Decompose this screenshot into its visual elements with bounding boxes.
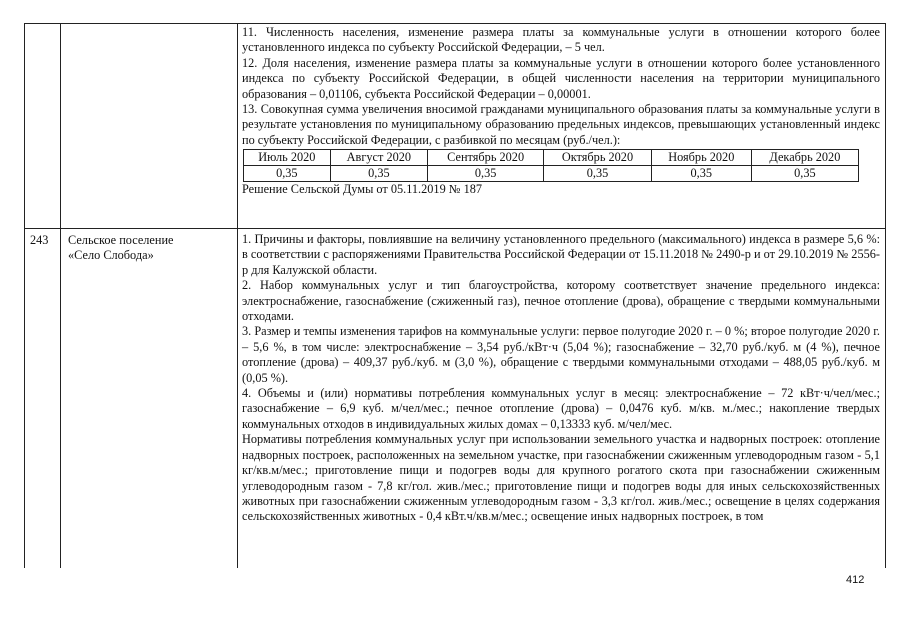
month-value: 0,35 xyxy=(751,166,858,182)
table-border-left xyxy=(24,23,25,568)
month-value: 0,35 xyxy=(651,166,751,182)
month-header: Октябрь 2020 xyxy=(544,150,652,166)
month-value: 0,35 xyxy=(330,166,427,182)
paragraph-13: 13. Совокупная сумма увеличения вносимой гражданами муниципального образования платы за коммунальные услуги в результате установления по муниципальному образованию предельных индексов, превышающих установленный индекс по субъекту Российской Федерации, с разбивкой по месяцам (руб./чел.): xyxy=(242,102,880,147)
row-divider xyxy=(24,228,886,229)
month-value: 0,35 xyxy=(428,166,544,182)
table-row xyxy=(244,166,859,182)
paragraph-2: 2. Набор коммунальных услуг и тип благоустройства, которому соответствует значение предельного индекса: электроснабжение, газоснабжение (сжиженный газ), печное отопление (дрова), обращение с твердыми коммунальными отходами. xyxy=(242,278,880,324)
month-header: Июль 2020 xyxy=(244,150,331,166)
table-row xyxy=(244,150,859,166)
settlement-name xyxy=(68,233,218,264)
month-value: 0,35 xyxy=(544,166,652,182)
top-row-content xyxy=(242,25,880,198)
month-value: 0,35 xyxy=(244,166,331,182)
month-header: Сентябрь 2020 xyxy=(428,150,544,166)
page-number: 412 xyxy=(846,574,865,586)
paragraph-12: 12. Доля населения, изменение размера платы за коммунальные услуги в отношении которого более установленного индекса по субъекту Российской Федерации, в общей численности населения на территории муниципального образования – 0,01106, субъекта Российской Федерации – 0,00001. xyxy=(242,55,880,101)
row-243-content xyxy=(242,232,880,525)
paragraph-1: 1. Причины и факторы, повлиявшие на величину установленного предельного (максимального) индекса в размере 5,6 %: в соответствии с распоряжениями Правительства Российской Федерации от 15.11.2018 № 2490-р и от 29.10.2019 № 2556-р для Калужской области. xyxy=(242,232,880,277)
settlement-type: Сельское поселение xyxy=(68,233,174,247)
month-header: Ноябрь 2020 xyxy=(651,150,751,166)
paragraph-norms: Нормативы потребления коммунальных услуг при использовании земельного участка и надворных построек: отопление надворных построек, расположенных на земельном участке, при газоснабжении сжиженным углеводородным газом - 5,1 кг/кв.м/мес.; приготовление пищи и подогрев воды для крупного рогатого скота при газоснабжении сжиженным углеводородным газом - 7,8 кг/гол. жив./мес.; приготовление пищи и подогрев воды для иных сельскохозяйственных животных при газоснабжении сжиженным углеводородным газом - 3,3 кг/гол. жив./мес.; освещение в целях содержания сельскохозяйственных животных - 0,4 кВт.ч/кв.м/мес.; освещение иных надворных построек, в том xyxy=(242,432,880,524)
settlement-title: «Село Слобода» xyxy=(68,248,154,263)
month-header: Август 2020 xyxy=(330,150,427,166)
column-divider-1 xyxy=(60,23,61,568)
decision-reference: Решение Сельской Думы от 05.11.2019 № 187 xyxy=(242,182,483,197)
monthly-increase-table xyxy=(243,149,859,182)
paragraph-4: 4. Объемы и (или) нормативы потребления коммунальных услуг в месяц: электроснабжение – 72 кВт·ч/чел/мес.; газоснабжение – 6,9 куб. м/чел/мес.; печное отопление (дрова) – 0,0476 куб. м/кв. м./мес.; накопление твердых коммунальных отходов в индивидуальных жилых домах – 0,13333 куб. м/чел/мес. xyxy=(242,386,880,431)
table-border-right xyxy=(885,23,886,568)
paragraph-3: 3. Размер и темпы изменения тарифов на коммунальные услуги: первое полугодие 2020 г. – 0 %; второе полугодие 2020 г. – 5,6 %, в том числе: электроснабжение – 3,54 руб./кВт·ч (5,04 %); газоснабжение – 32,70 руб./куб. м (4 %), печное отопление (дрова) – 409,37 руб./куб. м (3,0 %), обращение с твердыми коммунальными отходами – 488,05 руб./куб. м (0,05 %). xyxy=(242,324,880,385)
row-number: 243 xyxy=(30,233,49,247)
paragraph-11: 11. Численность населения, изменение размера платы за коммунальные услуги в отношении которого более установленного индекса по субъекту Российской Федерации, – 5 чел. xyxy=(242,25,880,55)
month-header: Декабрь 2020 xyxy=(751,150,858,166)
column-divider-2 xyxy=(237,23,238,568)
table-border-top xyxy=(24,23,886,24)
document-table xyxy=(24,23,886,568)
